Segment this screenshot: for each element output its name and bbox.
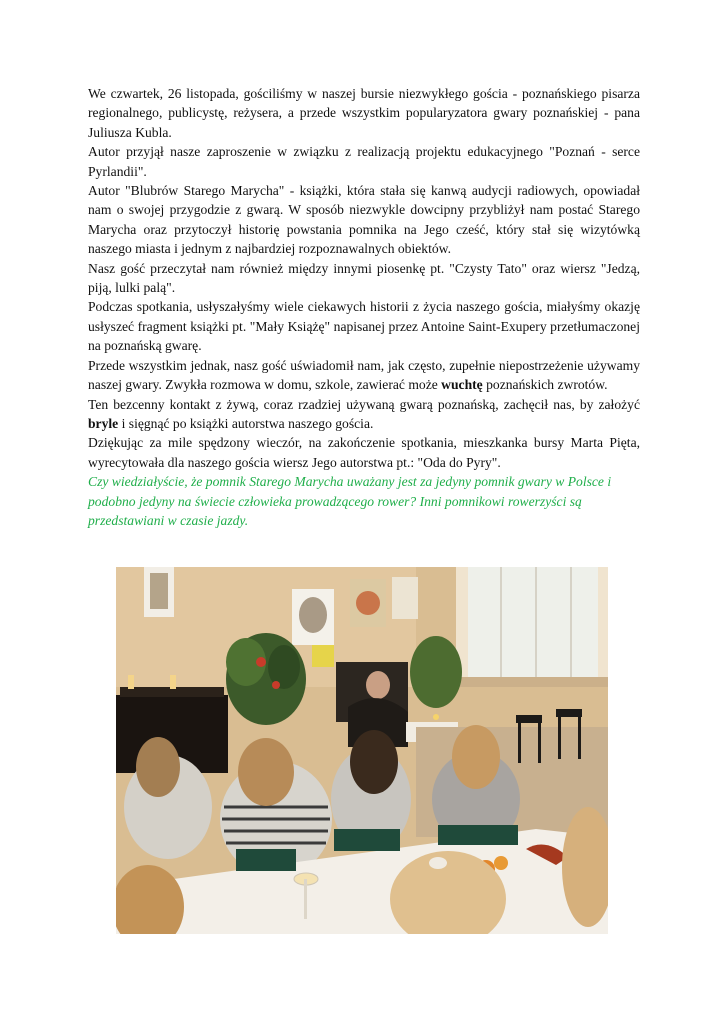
paragraph-fun-fact: Czy wiedziałyście, że pomnik Starego Marycha uważany jest za jedyny pomnik gwary w Polsce i podobno jedyny na świecie człowieka prowadzącego rower? Inni pomnikowi rowerzyści są przedstawiani w czasie jazdy. [88,474,612,528]
bold-word-wuchte: wuchtę [441,377,483,393]
paragraph-thanks: Dziękując za mile spędzony wieczór, na zakończenie spotkania, mieszkanka bursy Marta Pięta, wyrecytowała dla naszego gościa wiersz Jego autorstwa pt.: "Oda do Pyry". [88,435,640,470]
article-text [88,84,640,530]
paragraph-dialect [88,356,640,395]
paragraph-contact-end: i sięgnąć po książki autorstwa naszego gościa. [118,415,374,431]
bold-word-bryle: bryle [88,415,119,431]
paragraph-invitation: Autor przyjął nasze zaproszenie w związku z realizacją projektu edukacyjnego "Poznań - serce Pyrlandii". [88,144,640,179]
paragraph-reading: Nasz gość przeczytał nam również między innymi piosenkę pt. "Czysty Tato" oraz wiersz "Jedzą, piją, lulki palą". [88,260,640,296]
paragraph-dialect-end: poznańskich zwrotów. [482,377,608,393]
paragraph-contact-text: Ten bezcenny kontakt z żywą, coraz rzadziej używaną gwarą poznańską, zachęcił nas, by założyć [88,396,640,412]
paragraph-contact [88,395,640,434]
paragraph-stories-text: Podczas spotkania, usłyszałyśmy wiele ciekawych historii z życia naszego gościa, miałyśmy okazję usłyszeć fragment książki pt. "Mały Książę" napisanej przez Antoine Saint-Exupery przetłumaczonej na poznańską gwarę. [88,299,640,354]
paragraph-stories [88,297,640,355]
paragraph-dialect-text: Przede wszystkim jednak, nasz gość uświadomił nam, jak często, zupełnie niepostrzeżenie używamy naszej gwary. Zwykła rozmowa w domu, szkole, zawierać może [88,357,640,393]
event-photo-illustration [116,567,608,934]
paragraph-author: Autor "Blubrów Starego Marycha" - książki, która stała się kanwą audycji radiowych, opowiadał nam o swojej przygodzie z gwarą. W sposób niezwykle dowcipny przybliżył nam postać Starego Marycha oraz przytoczył historię powstania pomnika na Jego cześć, który stał się wizytówką naszego miasta i jednym z najbardziej rozpoznawalnych obiektów. [88,183,640,257]
paragraph-intro: We czwartek, 26 listopada, gościliśmy w naszej bursie niezwykłego gościa - poznańskiego pisarza regionalnego, publicystę, reżysera, a przede wszystkim popularyzatora gwary poznańskiej - pana Juliusza Kubla. [88,86,640,140]
event-photo [116,567,608,934]
